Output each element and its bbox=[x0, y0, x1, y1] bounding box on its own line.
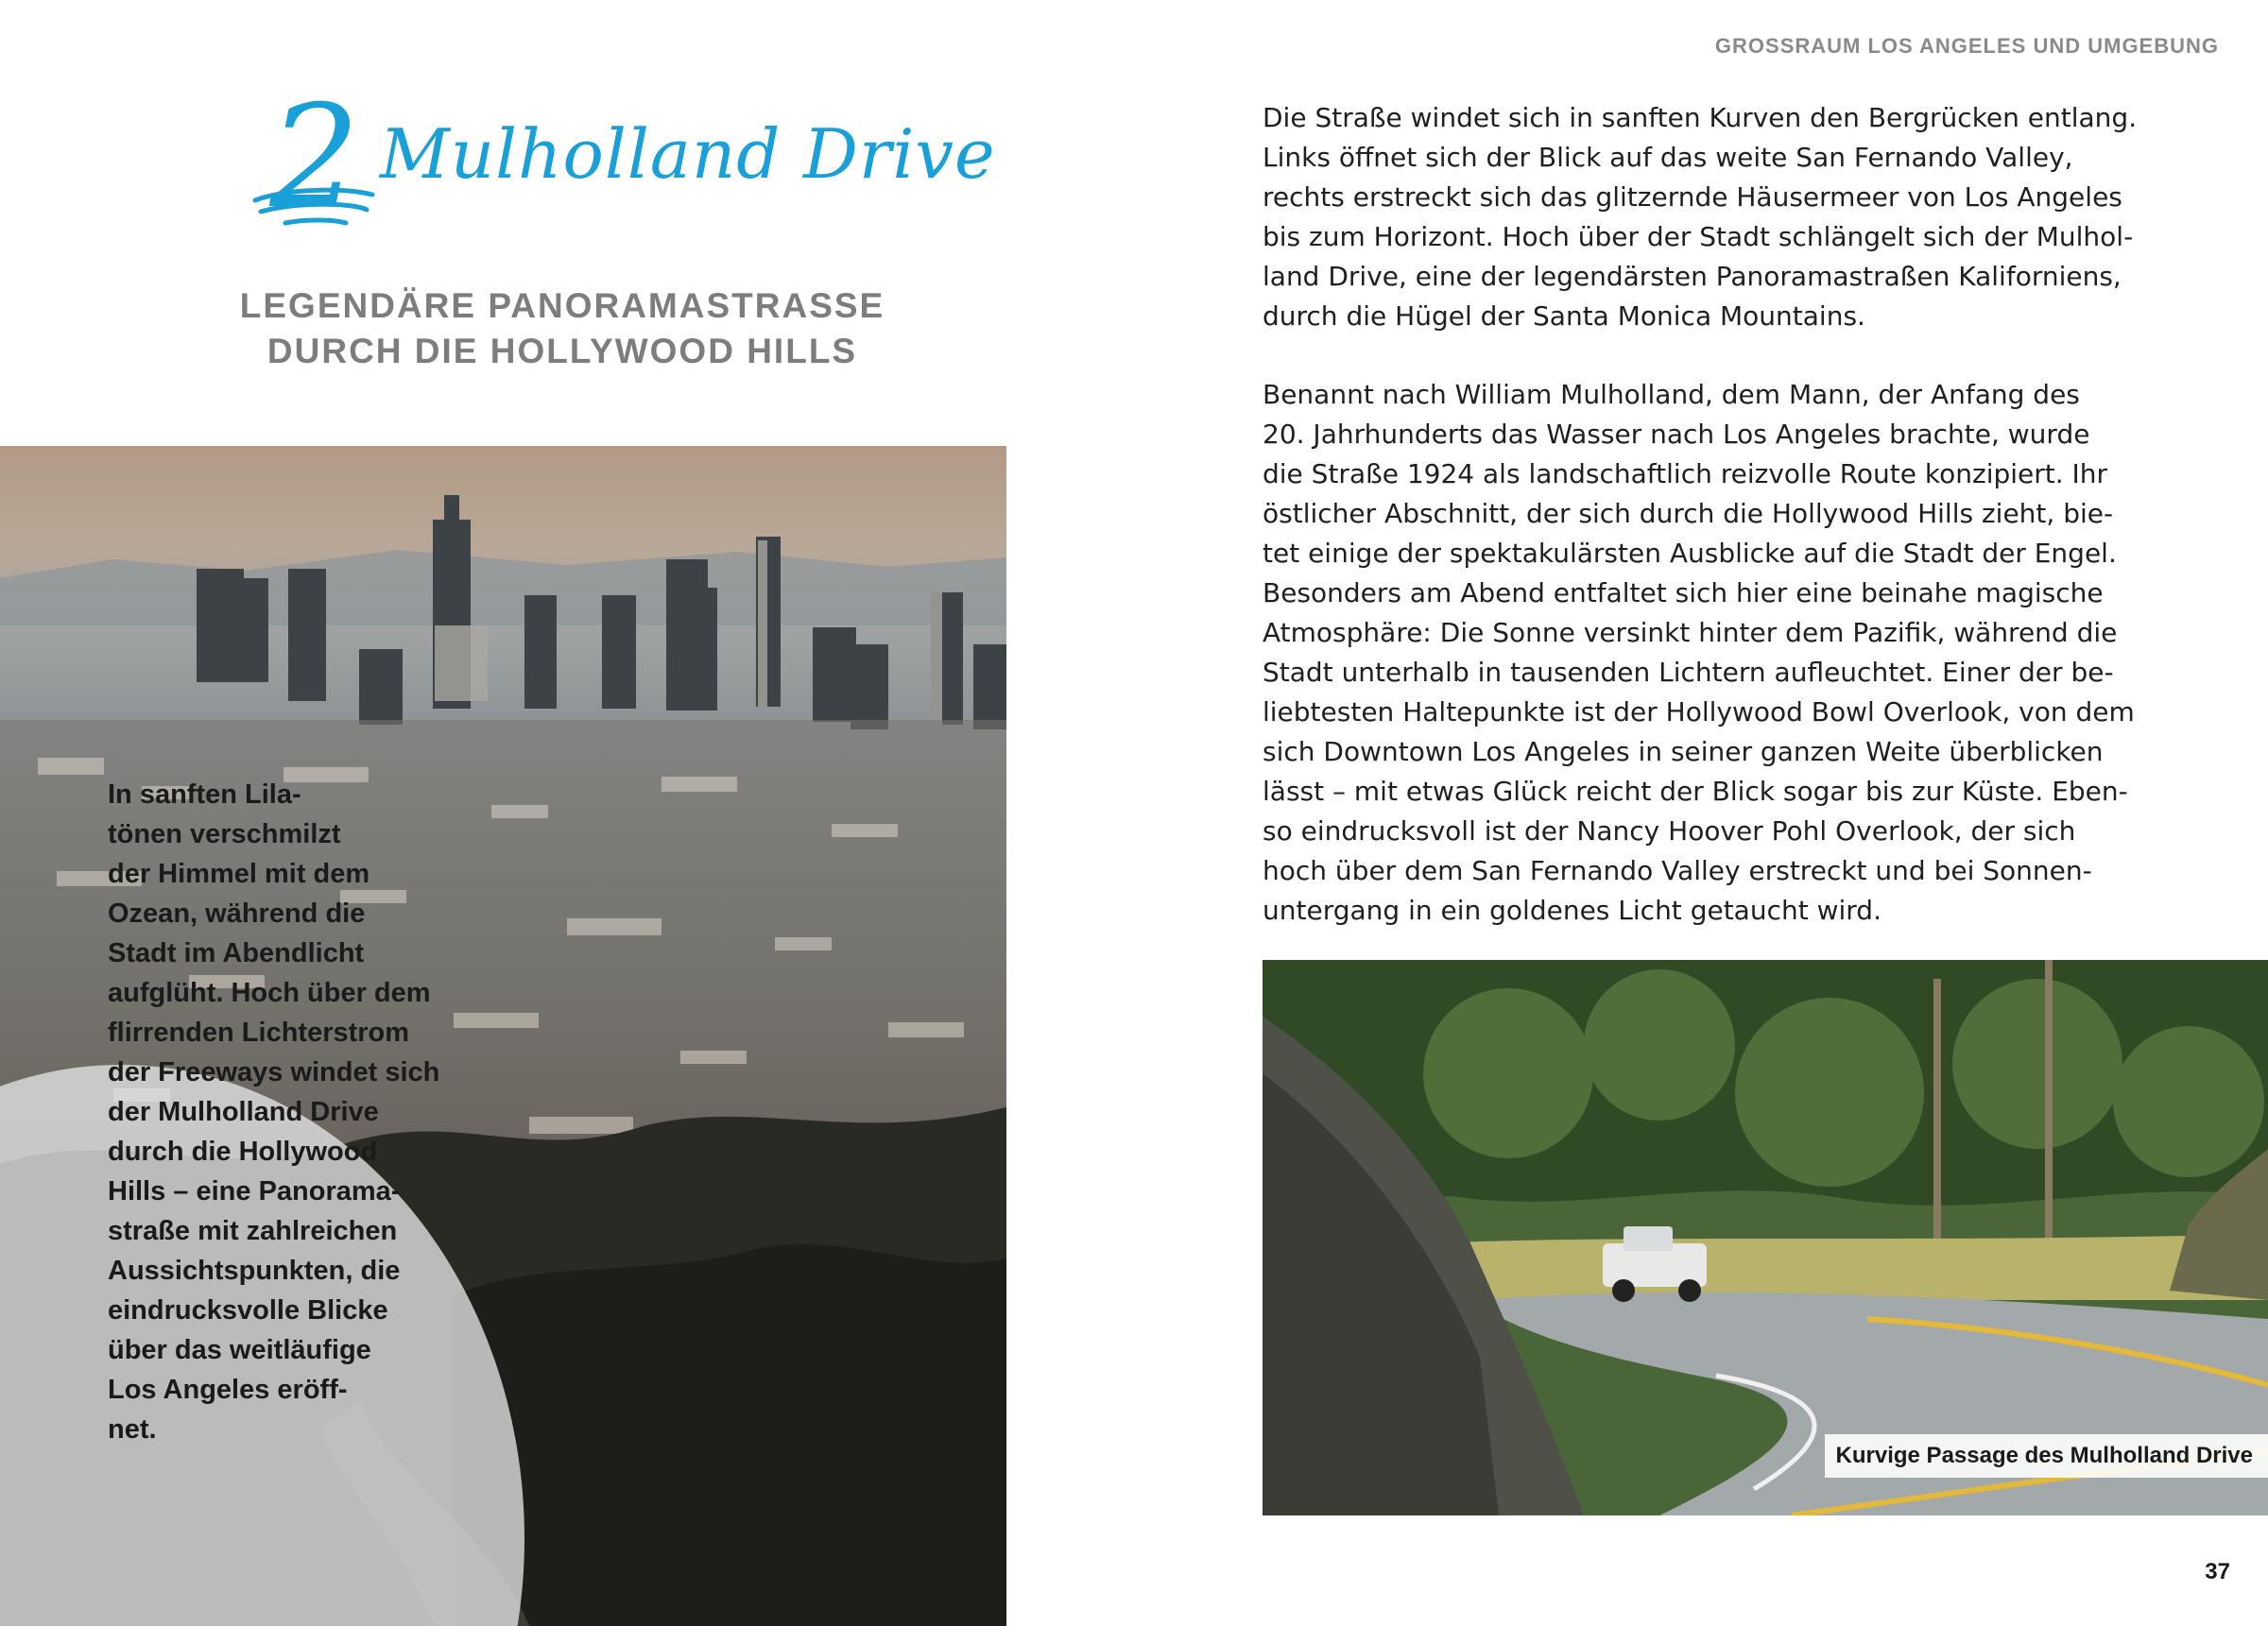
bubble-line: Los Angeles eröff- bbox=[108, 1375, 348, 1405]
body-paragraph-1 bbox=[1263, 98, 2160, 336]
text-line: Stadt unterhalb in tausenden Lichtern aufleuchtet. Einer der be- bbox=[1263, 657, 2114, 688]
mulholland-drive-road-photo bbox=[1263, 960, 2268, 1515]
photo-caption: Kurvige Passage des Mulholland Drive bbox=[1825, 1434, 2268, 1478]
bubble-line: durch die Hollywood bbox=[108, 1137, 378, 1167]
text-line: tet einige der spektakulärsten Ausblicke auf die Stadt der Engel. bbox=[1263, 538, 2117, 569]
bubble-line: Stadt im Abendlicht bbox=[108, 938, 365, 968]
bubble-line: net. bbox=[108, 1414, 157, 1445]
text-line: hoch über dem San Fernando Valley erstreckt und bei Sonnen- bbox=[1263, 855, 2092, 886]
bubble-line: aufglüht. Hoch über dem bbox=[108, 978, 431, 1008]
text-line: bis zum Horizont. Hoch über der Stadt schlängelt sich der Mulhol- bbox=[1263, 221, 2134, 252]
bubble-line: der Mulholland Drive bbox=[108, 1097, 379, 1127]
chapter-title: Mulholland Drive bbox=[380, 114, 996, 194]
chapter-subtitle bbox=[170, 283, 954, 374]
text-line: durch die Hügel der Santa Monica Mountains. bbox=[1263, 300, 1865, 332]
bubble-line: der Freeways windet sich bbox=[108, 1057, 440, 1087]
text-line: lässt – mit etwas Glück reicht der Blick sogar bis zur Küste. Eben- bbox=[1263, 776, 2128, 807]
bubble-line: flirrenden Lichterstrom bbox=[108, 1018, 410, 1048]
bubble-line: eindrucksvolle Blicke bbox=[108, 1295, 388, 1326]
text-line: östlicher Abschnitt, der sich durch die Hollywood Hills zieht, bie- bbox=[1263, 498, 2114, 529]
text-line: 20. Jahrhunderts das Wasser nach Los Angeles brachte, wurde bbox=[1263, 419, 2090, 450]
text-line: Benannt nach William Mulholland, dem Mann, der Anfang des bbox=[1263, 379, 2080, 410]
subtitle-line: LEGENDÄRE PANORAMASTRASSE bbox=[239, 286, 885, 325]
text-line: liebtesten Haltepunkte ist der Hollywood Bowl Overlook, von dem bbox=[1263, 696, 2135, 727]
page-number: 37 bbox=[2205, 1559, 2230, 1584]
text-line: die Straße 1924 als landschaftlich reizvolle Route konzipiert. Ihr bbox=[1263, 458, 2108, 489]
text-line: land Drive, eine der legendärsten Panoramastraßen Kaliforniens, bbox=[1263, 261, 2122, 292]
text-line: Links öffnet sich der Blick auf das weite San Fernando Valley, bbox=[1263, 142, 2073, 173]
text-line: so eindrucksvoll ist der Nancy Hoover Pohl Overlook, der sich bbox=[1263, 815, 2076, 847]
text-line: Besonders am Abend entfaltet sich hier eine beinahe magische bbox=[1263, 577, 2104, 608]
bubble-line: Ozean, während die bbox=[108, 899, 366, 929]
text-line: Die Straße windet sich in sanften Kurven den Bergrücken entlang. bbox=[1263, 102, 2138, 133]
bubble-line: der Himmel mit dem bbox=[108, 859, 370, 889]
bubble-line: tönen verschmilzt bbox=[108, 819, 341, 849]
text-line: Atmosphäre: Die Sonne versinkt hinter dem Pazifik, während die bbox=[1263, 617, 2118, 648]
text-line: rechts erstreckt sich das glitzernde Häusermeer von Los Angeles bbox=[1263, 181, 2122, 213]
text-line: untergang in ein goldenes Licht getaucht wird. bbox=[1263, 895, 1881, 926]
bubble-line: Hills – eine Panorama- bbox=[108, 1176, 401, 1207]
subtitle-line: DURCH DIE HOLLYWOOD HILLS bbox=[266, 332, 858, 370]
body-paragraph-2 bbox=[1263, 375, 2160, 931]
text-line: sich Downtown Los Angeles in seiner ganzen Weite überblicken bbox=[1263, 736, 2104, 767]
chapter-heading bbox=[248, 76, 996, 240]
chapter-number: 2 bbox=[269, 76, 360, 240]
bubble-text bbox=[108, 775, 495, 1449]
running-head: GROSSRAUM LOS ANGELES UND UMGEBUNG bbox=[1714, 34, 2219, 58]
bubble-line: über das weitläufige bbox=[108, 1335, 371, 1365]
bubble-line: straße mit zahlreichen bbox=[108, 1216, 398, 1246]
bubble-line: Aussichtspunkten, die bbox=[108, 1256, 401, 1286]
bubble-line: In sanften Lila- bbox=[108, 779, 301, 810]
number-underline-swash bbox=[248, 181, 380, 238]
